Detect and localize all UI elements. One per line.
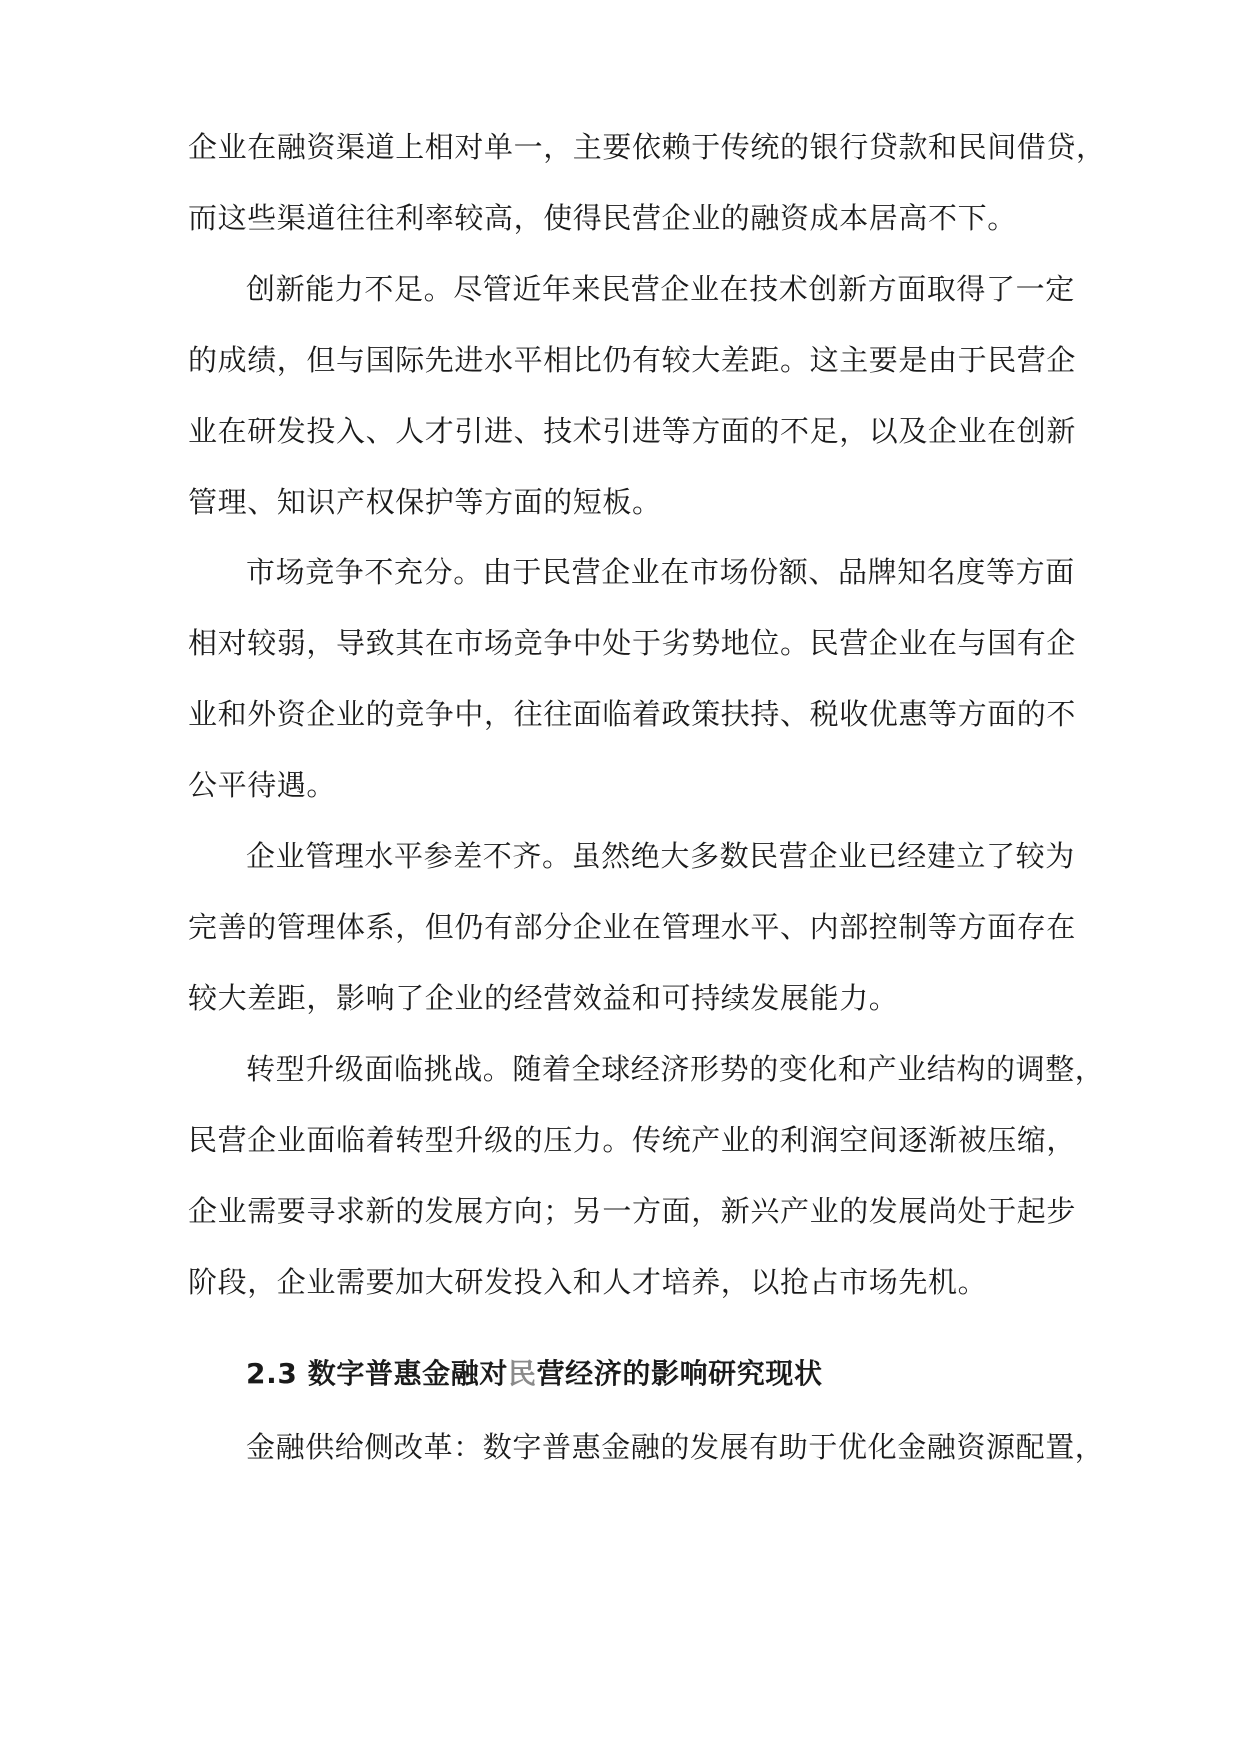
section-heading-prefix: 2.3 数字普惠金融对 — [246, 1357, 508, 1390]
section-heading — [246, 1355, 1126, 1393]
paragraph-2-line-3: 业在研发投入、人才引进、技术引进等方面的不足，以及企业在创新 — [188, 414, 1077, 448]
paragraph-2-line-2: 的成绩，但与国际先进水平相比仍有较大差距。这主要是由于民营企 — [188, 343, 1077, 377]
paragraph-3-line-2: 相对较弱，导致其在市场竞争中处于劣势地位。民营企业在与国有企 — [188, 626, 1077, 660]
paragraph-5-line-1: 转型升级面临挑战。随着全球经济形势的变化和产业结构的调整， — [246, 1052, 1105, 1086]
paragraph-4-line-2: 完善的管理体系，但仍有部分企业在管理水平、内部控制等方面存在 — [188, 910, 1077, 944]
paragraph-3-line-3: 业和外资企业的竞争中，往往面临着政策扶持、税收优惠等方面的不 — [188, 697, 1077, 731]
section-heading-suffix: 营经济的影响研究现状 — [536, 1357, 823, 1390]
section-heading-faded-char: 民 — [507, 1357, 537, 1390]
paragraph-3-line-4: 公平待遇。 — [188, 768, 337, 802]
paragraph-5-line-4: 阶段，企业需要加大研发投入和人才培养，以抢占市场先机。 — [188, 1265, 988, 1299]
paragraph-5-line-2: 民营企业面临着转型升级的压力。传统产业的利润空间逐渐被压缩， — [188, 1123, 1077, 1157]
paragraph-1-line-2: 而这些渠道往往利率较高，使得民营企业的融资成本居高不下。 — [188, 201, 1017, 235]
paragraph-6-line-1: 金融供给侧改革：数字普惠金融的发展有助于优化金融资源配置， — [246, 1430, 1105, 1464]
paragraph-1-line-1: 企业在融资渠道上相对单一，主要依赖于传统的银行贷款和民间借贷， — [188, 130, 1106, 164]
paragraph-4-line-1: 企业管理水平参差不齐。虽然绝大多数民营企业已经建立了较为 — [246, 839, 1075, 873]
paragraph-2-line-4: 管理、知识产权保护等方面的短板。 — [188, 485, 662, 519]
paragraph-5-line-3: 企业需要寻求新的发展方向；另一方面，新兴产业的发展尚处于起步 — [188, 1194, 1077, 1228]
paragraph-4-line-3: 较大差距，影响了企业的经营效益和可持续发展能力。 — [188, 981, 899, 1015]
paragraph-3-line-1: 市场竞争不充分。由于民营企业在市场份额、品牌知名度等方面 — [246, 555, 1075, 589]
paragraph-2-line-1: 创新能力不足。尽管近年来民营企业在技术创新方面取得了一定 — [246, 272, 1075, 306]
